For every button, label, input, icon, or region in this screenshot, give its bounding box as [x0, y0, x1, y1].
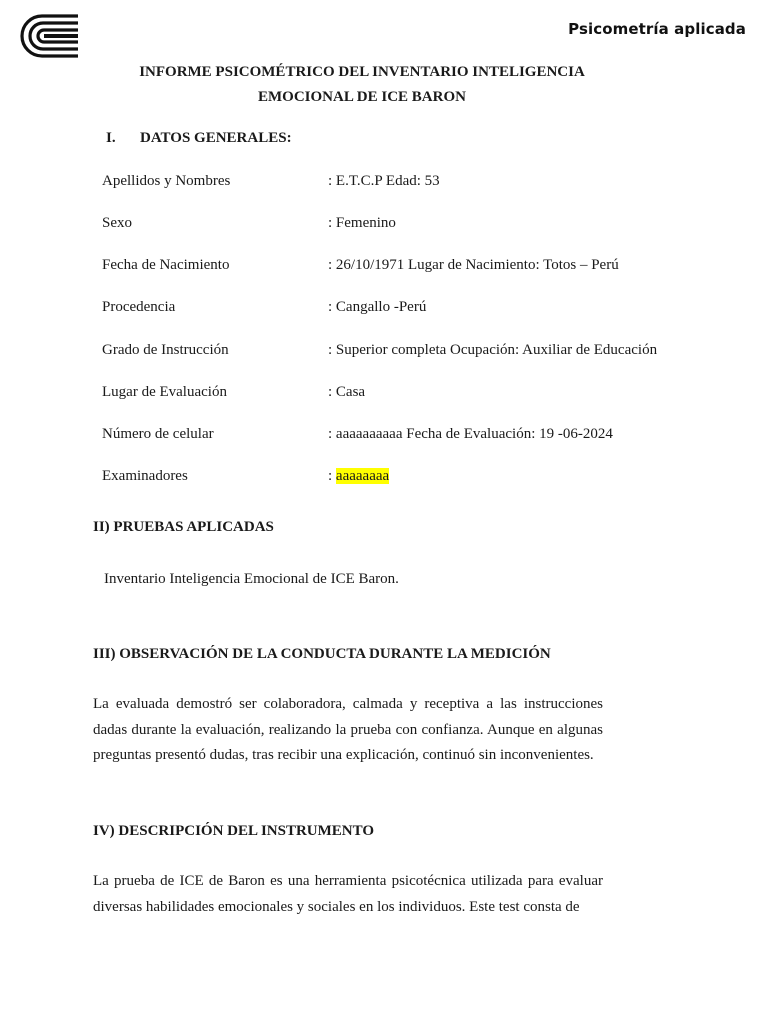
brand-title: Psicometría aplicada: [568, 20, 746, 38]
field-value: : aaaaaaaaaa Fecha de Evaluación: 19 -06-2024: [328, 426, 613, 442]
field-label: Sexo: [102, 215, 132, 231]
section-4-heading: IV) DESCRIPCIÓN DEL INSTRUMENTO: [93, 823, 375, 839]
data-row: [102, 215, 742, 235]
section-3-heading: III) OBSERVACIÓN DE LA CONDUCTA DURANTE LA MEDICIÓN: [93, 646, 551, 662]
section-2-heading: II) PRUEBAS APLICADAS: [93, 519, 274, 535]
field-value: : Casa: [328, 384, 366, 400]
data-row: [102, 384, 742, 404]
data-row: [102, 173, 742, 193]
field-label: Lugar de Evaluación: [102, 384, 227, 400]
section-1-heading: [106, 130, 292, 147]
data-row: [102, 426, 742, 446]
university-logo-icon: [18, 14, 80, 58]
highlighted-value: aaaaaaaa: [335, 468, 390, 484]
section-1-title: DATOS GENERALES:: [140, 130, 292, 146]
field-label: Grado de Instrucción: [102, 342, 229, 358]
data-row: [102, 299, 742, 319]
field-value: : E.T.C.P Edad: 53: [328, 173, 440, 189]
report-title-line-2: EMOCIONAL DE ICE BARON: [258, 89, 466, 105]
section-4-paragraph: La prueba de ICE de Baron es una herramienta psicotécnica utilizada para evaluar diversas habilidades emocionales y sociales en los individuos. Este test consta de: [93, 873, 603, 915]
section-2-text: Inventario Inteligencia Emocional de ICE Baron.: [104, 571, 399, 587]
data-row: [102, 342, 742, 362]
field-label: Apellidos y Nombres: [102, 173, 231, 189]
field-value: : Superior completa Ocupación: Auxiliar de Educación: [328, 342, 658, 358]
field-value: [328, 468, 389, 485]
field-label: Fecha de Nacimiento: [102, 257, 230, 273]
data-row: [102, 468, 742, 488]
field-value: : Femenino: [328, 215, 396, 231]
field-label: Examinadores: [102, 468, 188, 484]
report-title-line-1: INFORME PSICOMÉTRICO DEL INVENTARIO INTELIGENCIA: [139, 64, 585, 80]
section-1-number: I.: [106, 130, 116, 146]
section-3-paragraph: La evaluada demostró ser colaboradora, calmada y receptiva a las instrucciones dadas durante la evaluación, realizando la prueba con confianza. Aunque en algunas preguntas presentó dudas, tras recibir una explicación, continuó sin inconvenientes.: [93, 696, 603, 763]
data-row: [102, 257, 742, 277]
field-value: : Cangallo -Perú: [328, 299, 427, 315]
field-prefix: :: [328, 468, 336, 484]
field-label: Procedencia: [102, 299, 176, 315]
field-label: Número de celular: [102, 426, 214, 442]
field-value: : 26/10/1971 Lugar de Nacimiento: Totos – Perú: [328, 257, 619, 273]
